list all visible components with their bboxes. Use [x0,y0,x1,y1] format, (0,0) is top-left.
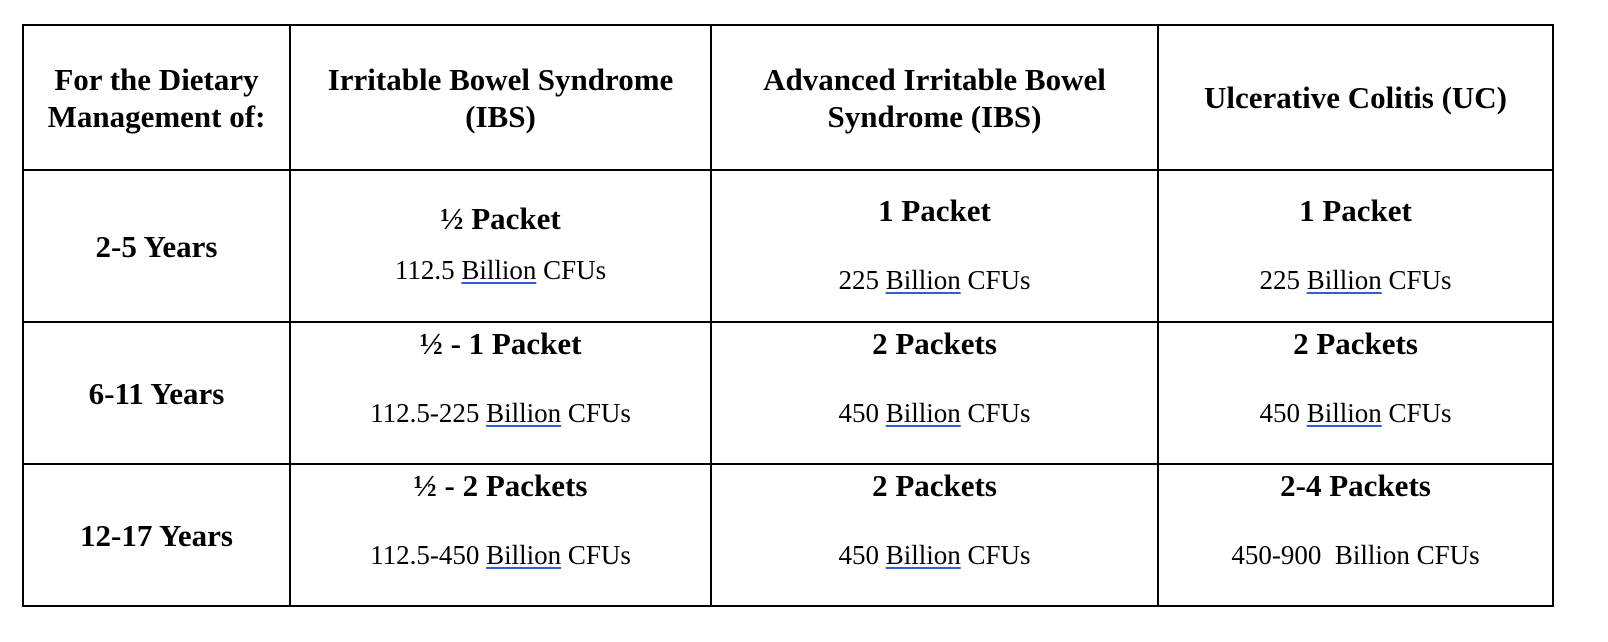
header-ibs-line-1: Irritable Bowel Syndrome [327,61,674,97]
cfu-billion-word: Billion [1334,540,1410,570]
cfu-amount: 450-900 [1231,540,1322,570]
dosage-table [22,24,1554,607]
header-uc-cell [1158,25,1553,170]
cfu-unit: CFUs [567,398,631,428]
cfu-unit: CFUs [1416,540,1480,570]
age-cell [23,170,290,322]
cfu-text [1231,539,1479,571]
cfu-unit: CFUs [567,540,631,570]
cfu-billion-word: Billion [486,398,562,428]
header-label-line-1: For the Dietary [54,61,259,97]
cfu-amount: 225 [1259,265,1300,295]
table-row [23,322,1553,464]
cfu-amount: 450 [838,540,879,570]
cfu-billion-word: Billion [486,540,562,570]
cfu-unit: CFUs [1388,265,1452,295]
cfu-text [370,397,631,429]
cfu-billion-word: Billion [461,255,537,285]
dose-cell-advanced-ibs [711,170,1158,322]
dose-label: ½ - 1 Packet [419,326,582,361]
age-cell [23,464,290,606]
cfu-amount: 112.5 [394,255,455,285]
table-row [23,464,1553,606]
dose-cell-ibs [290,322,711,464]
cfu-billion-word: Billion [885,398,961,428]
cfu-text [1259,264,1451,296]
cfu-text [370,539,631,571]
age-label: 2-5 Years [95,228,218,264]
header-advanced-ibs-line-1: Advanced Irritable Bowel [763,61,1106,97]
cfu-amount: 225 [838,265,879,295]
cfu-text [395,254,606,286]
dose-cell-advanced-ibs [711,464,1158,606]
dose-cell-uc [1158,322,1553,464]
dose-cell-uc [1158,170,1553,322]
dose-label: 1 Packet [878,193,991,228]
header-ibs-line-2: (IBS) [465,98,536,134]
dose-label: ½ Packet [440,201,561,236]
cfu-unit: CFUs [1388,398,1452,428]
dose-cell-ibs [290,170,711,322]
dose-label: 2-4 Packets [1280,468,1431,503]
dose-label: 2 Packets [872,326,997,361]
cfu-amount: 450 [1259,398,1300,428]
cfu-billion-word: Billion [885,265,961,295]
header-label-cell [23,25,290,170]
age-cell [23,322,290,464]
age-label: 12-17 Years [80,517,233,553]
header-ibs-cell [290,25,711,170]
cfu-billion-word: Billion [1306,265,1382,295]
cfu-billion-word: Billion [885,540,961,570]
dose-label: 2 Packets [872,468,997,503]
cfu-unit: CFUs [967,265,1031,295]
cfu-amount: 112.5-450 [370,540,480,570]
cfu-text [1259,397,1451,429]
cfu-amount: 450 [838,398,879,428]
dose-label: 1 Packet [1299,193,1412,228]
cfu-text [838,539,1030,571]
dose-cell-ibs [290,464,711,606]
table-header-row [23,25,1553,170]
cfu-text [838,397,1030,429]
header-advanced-ibs-line-2: Syndrome (IBS) [827,98,1042,134]
cfu-unit: CFUs [967,398,1031,428]
dose-cell-uc [1158,464,1553,606]
dose-cell-advanced-ibs [711,322,1158,464]
header-label-line-2: Management of: [47,98,266,134]
cfu-unit: CFUs [967,540,1031,570]
dose-label: ½ - 2 Packets [413,468,588,503]
dose-label: 2 Packets [1293,326,1418,361]
table-row [23,170,1553,322]
cfu-text [838,264,1030,296]
header-advanced-ibs-cell [711,25,1158,170]
age-label: 6-11 Years [88,375,225,411]
cfu-amount: 112.5-225 [370,398,480,428]
cfu-billion-word: Billion [1306,398,1382,428]
cfu-unit: CFUs [543,255,607,285]
header-uc-line-1: Ulcerative Colitis (UC) [1203,80,1507,115]
